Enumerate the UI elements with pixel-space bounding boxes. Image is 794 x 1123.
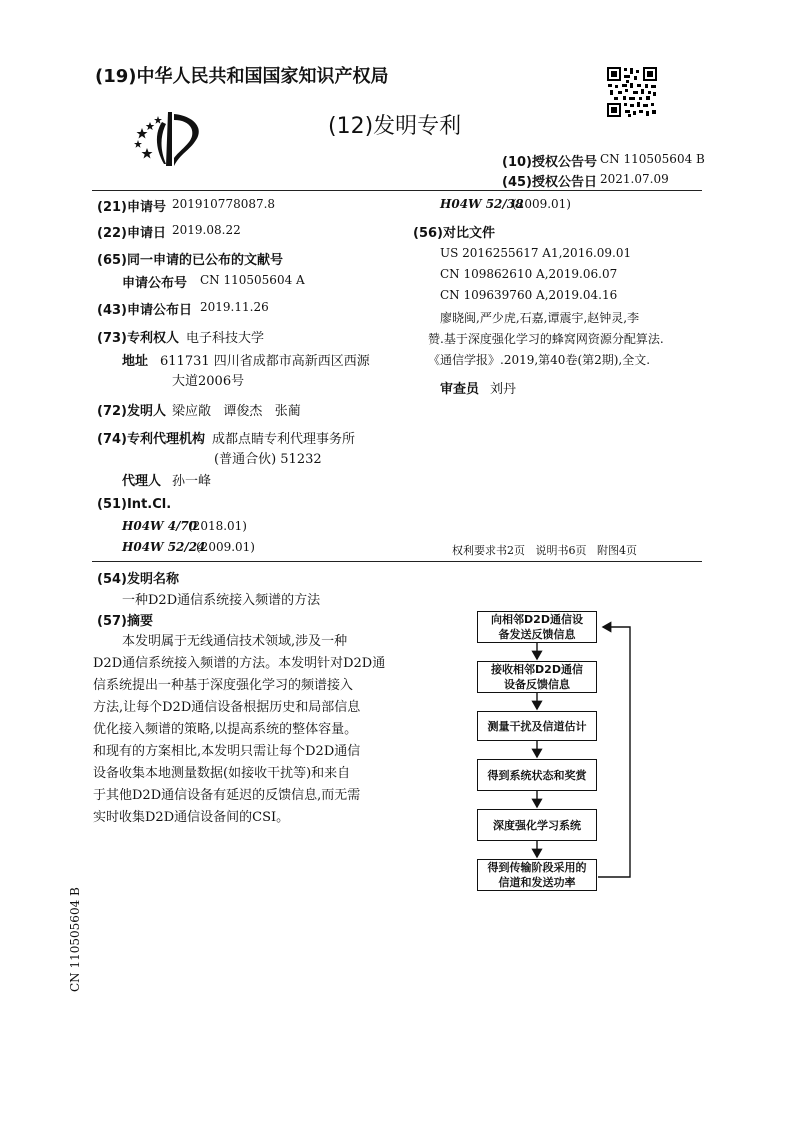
abstract-line: 和现有的方案相比,本发明只需让每个D2D通信	[93, 744, 361, 759]
patentee-label: (73)专利权人	[97, 331, 179, 346]
address-label: 地址	[122, 354, 149, 369]
ref-4-line1: 廖晓闽,严少虎,石嘉,谭震宇,赵钟灵,李	[440, 311, 640, 325]
qr-code-graphic	[606, 66, 658, 118]
pub-no-label: 申请公布号	[122, 276, 188, 291]
address-line2: 大道2006号	[172, 374, 245, 389]
flow-step-send-feedback: 向相邻D2D通信设备发送反馈信息	[477, 611, 597, 643]
grant-date-label: (45)授权公告日	[502, 175, 597, 190]
examiner-label: 审查员	[440, 382, 480, 397]
intcl1-date: (2018.01)	[188, 519, 247, 533]
pub-date-label: (43)申请公布日	[97, 303, 192, 318]
header-divider	[92, 190, 702, 191]
app-date-label: (22)申请日	[97, 226, 166, 241]
address-line1: 611731 四川省成都市高新西区西源	[160, 354, 370, 369]
inventors-label: (72)发明人	[97, 404, 166, 419]
inventors: 梁应敞 谭俊杰 张蔺	[172, 404, 301, 419]
ref-4-line3: 《通信学报》.2019,第40卷(第2期),全文.	[428, 353, 651, 367]
mid-divider	[92, 561, 702, 562]
examiner: 刘丹	[490, 382, 517, 397]
abstract-label: (57)摘要	[97, 614, 153, 629]
app-no: 201910778087.8	[172, 197, 276, 211]
document-type-title: (12)发明专利	[328, 114, 462, 139]
pages-summary: 权利要求书2页 说明书6页 附图4页	[452, 544, 637, 557]
ref-2: CN 109862610 A,2019.06.07	[440, 267, 618, 281]
intcl2-code: H04W 52/24	[122, 540, 206, 554]
abstract-line: 方法,让每个D2D通信设备根据历史和局部信息	[93, 700, 361, 715]
flow-step-state-reward: 得到系统状态和奖赏	[477, 759, 597, 791]
flow-step-measure: 测量干扰及信道估计	[477, 711, 597, 741]
abstract-line: 优化接入频谱的策略,以提高系统的整体容量。	[93, 722, 358, 737]
flow-step-drl-system: 深度强化学习系统	[477, 809, 597, 841]
grant-number: CN 110505604 B	[600, 152, 705, 166]
ref-3: CN 109639760 A,2019.04.16	[440, 288, 618, 302]
abstract-line: 信系统提出一种基于深度强化学习的频谱接入	[93, 678, 354, 693]
title-label: (54)发明名称	[97, 572, 179, 587]
ref-1: US 2016255617 A1,2016.09.01	[440, 246, 632, 260]
agent-label: 代理人	[122, 474, 162, 489]
intcl1-code: H04W 4/70	[122, 519, 198, 533]
app-date: 2019.08.22	[172, 223, 241, 237]
abstract-line: 实时收集D2D通信设备间的CSI。	[93, 810, 290, 825]
invention-title: 一种D2D通信系统接入频谱的方法	[122, 593, 321, 608]
patentee: 电子科技大学	[186, 331, 265, 346]
patent-office-logo	[128, 108, 208, 170]
feedback-loop-arrow	[598, 627, 630, 877]
pub-date: 2019.11.26	[200, 300, 269, 314]
intcl-label: (51)Int.Cl.	[97, 497, 172, 512]
prior-pub-label: (65)同一申请的已公布的文献号	[97, 253, 283, 268]
intcl3-date: (2009.01)	[512, 197, 571, 211]
abstract-line: D2D通信系统接入频谱的方法。本发明针对D2D通	[93, 656, 386, 671]
qr-code	[606, 66, 658, 118]
agency-line1: 成都点睛专利代理事务所	[212, 432, 356, 447]
refs-label: (56)对比文件	[413, 226, 495, 241]
intcl2-date: (2009.01)	[196, 540, 255, 554]
ref-4-line2: 赞.基于深度强化学习的蜂窝网资源分配算法.	[428, 332, 664, 346]
grant-number-label: (10)授权公告号	[502, 155, 597, 170]
pub-no: CN 110505604 A	[200, 273, 305, 287]
flowchart-connectors	[470, 605, 640, 895]
flow-step-channel-power: 得到传输阶段采用的信道和发送功率	[477, 859, 597, 891]
abstract-line: 于其他D2D通信设备有延迟的反馈信息,而无需	[93, 788, 361, 803]
office-name: (19)中华人民共和国国家知识产权局	[95, 66, 389, 87]
flow-step-receive-feedback: 接收相邻D2D通信设备反馈信息	[477, 661, 597, 693]
abstract-line: 本发明属于无线通信技术领域,涉及一种	[122, 634, 348, 649]
agent: 孙一峰	[172, 474, 212, 489]
agency-line2: (普通合伙) 51232	[214, 452, 322, 467]
intcl3-code: H04W 52/38	[440, 197, 524, 211]
app-no-label: (21)申请号	[97, 200, 166, 215]
abstract-line: 设备收集本地测量数据(如接收干扰等)和来自	[93, 766, 351, 781]
agency-label: (74)专利代理机构	[97, 432, 205, 447]
side-publication-number: CN 110505604 B	[68, 887, 82, 992]
grant-date: 2021.07.09	[600, 172, 669, 186]
